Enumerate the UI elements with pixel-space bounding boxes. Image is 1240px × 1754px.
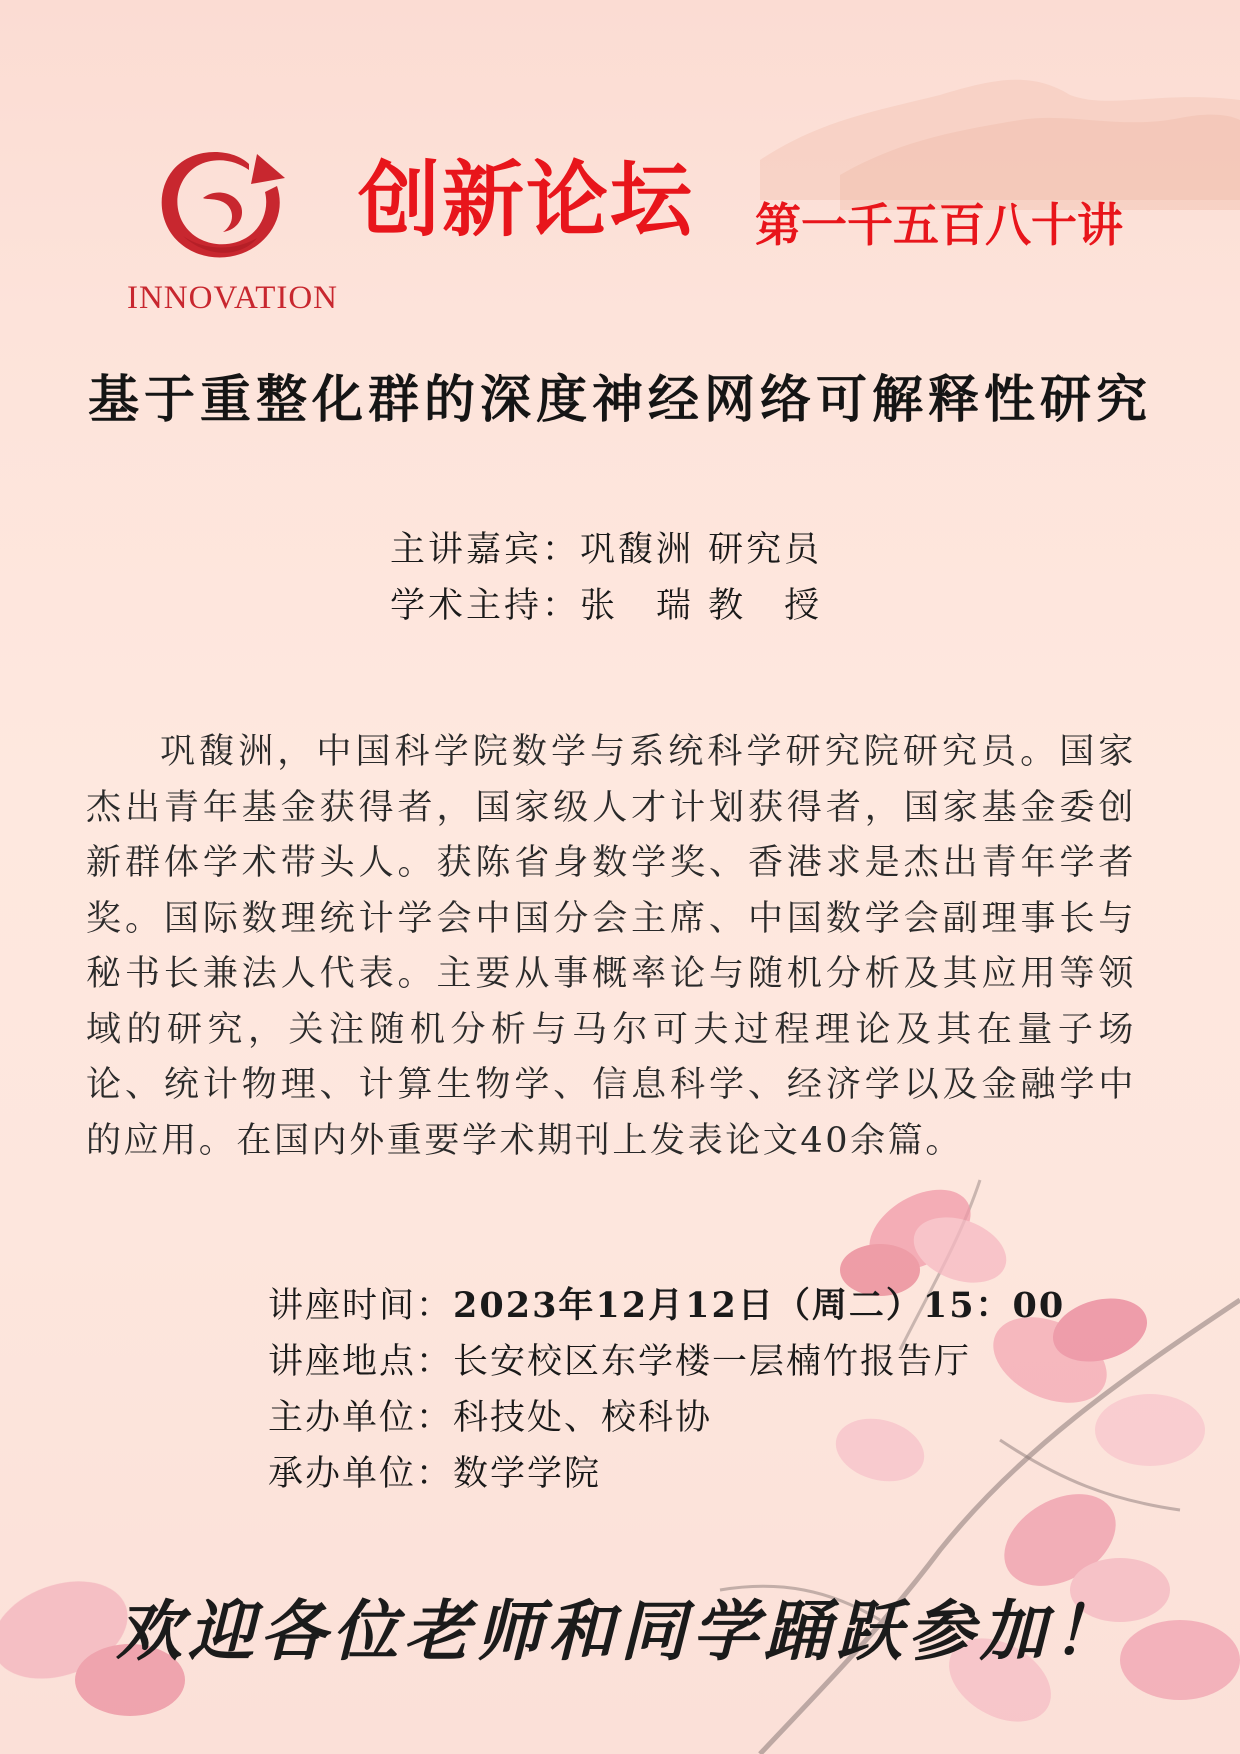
undertaker-value: 数学学院 (453, 1454, 602, 1494)
welcome-message: 欢迎各位老师和同学踊跃参加！ (116, 1592, 1124, 1670)
host-value: 张 瑞 教 授 (580, 586, 823, 626)
place-value: 长安校区东学楼一层楠竹报告厅 (453, 1342, 972, 1382)
event-info-block (268, 1278, 1065, 1502)
logo-text: INNOVATION (126, 280, 339, 316)
organizer-row (268, 1390, 1065, 1446)
talk-title: 基于重整化群的深度神经网络可解释性研究 (87, 370, 1152, 430)
forum-title: 创新论坛 (358, 153, 695, 248)
speaker-host-block (390, 522, 822, 634)
innovation-logo (115, 140, 350, 320)
place-label: 讲座地点： (268, 1342, 454, 1382)
speaker-label: 主讲嘉宾： (390, 530, 581, 570)
time-label: 讲座时间： (268, 1286, 454, 1326)
undertaker-label: 承办单位： (268, 1454, 454, 1494)
speaker-biography: 巩馥洲，中国科学院数学与系统科学研究院研究员。国家杰出青年基金获得者，国家级人才计划获得者，国家基金委创新群体学术带头人。获陈省身数学奖、香港求是杰出青年学者奖。国际数理统计学会中国分会主席、中国数学会副理事长与秘书长兼法人代表。主要从事概率论与随机分析及其应用等领域的研究，关注随机分析与马尔可夫过程理论及其在量子场论、统计物理、计算生物学、信息科学、经济学以及金融学中的应用。在国内外重要学术期刊上发表论文40余篇。 (86, 732, 1136, 1161)
organizer-label: 主办单位： (268, 1398, 454, 1438)
host-label: 学术主持： (390, 586, 581, 626)
place-row (268, 1334, 1065, 1390)
swirl-logo-icon (153, 140, 288, 270)
time-row (268, 1278, 1065, 1334)
speaker-row (390, 522, 822, 578)
host-row (390, 578, 822, 634)
undertaker-row (268, 1446, 1065, 1502)
organizer-value: 科技处、校科协 (453, 1398, 713, 1438)
lecture-number: 第一千五百八十讲 (755, 198, 1123, 252)
speaker-value: 巩馥洲 研究员 (580, 530, 823, 570)
time-value: 2023年12月12日（周二）15：00 (453, 1285, 1066, 1326)
